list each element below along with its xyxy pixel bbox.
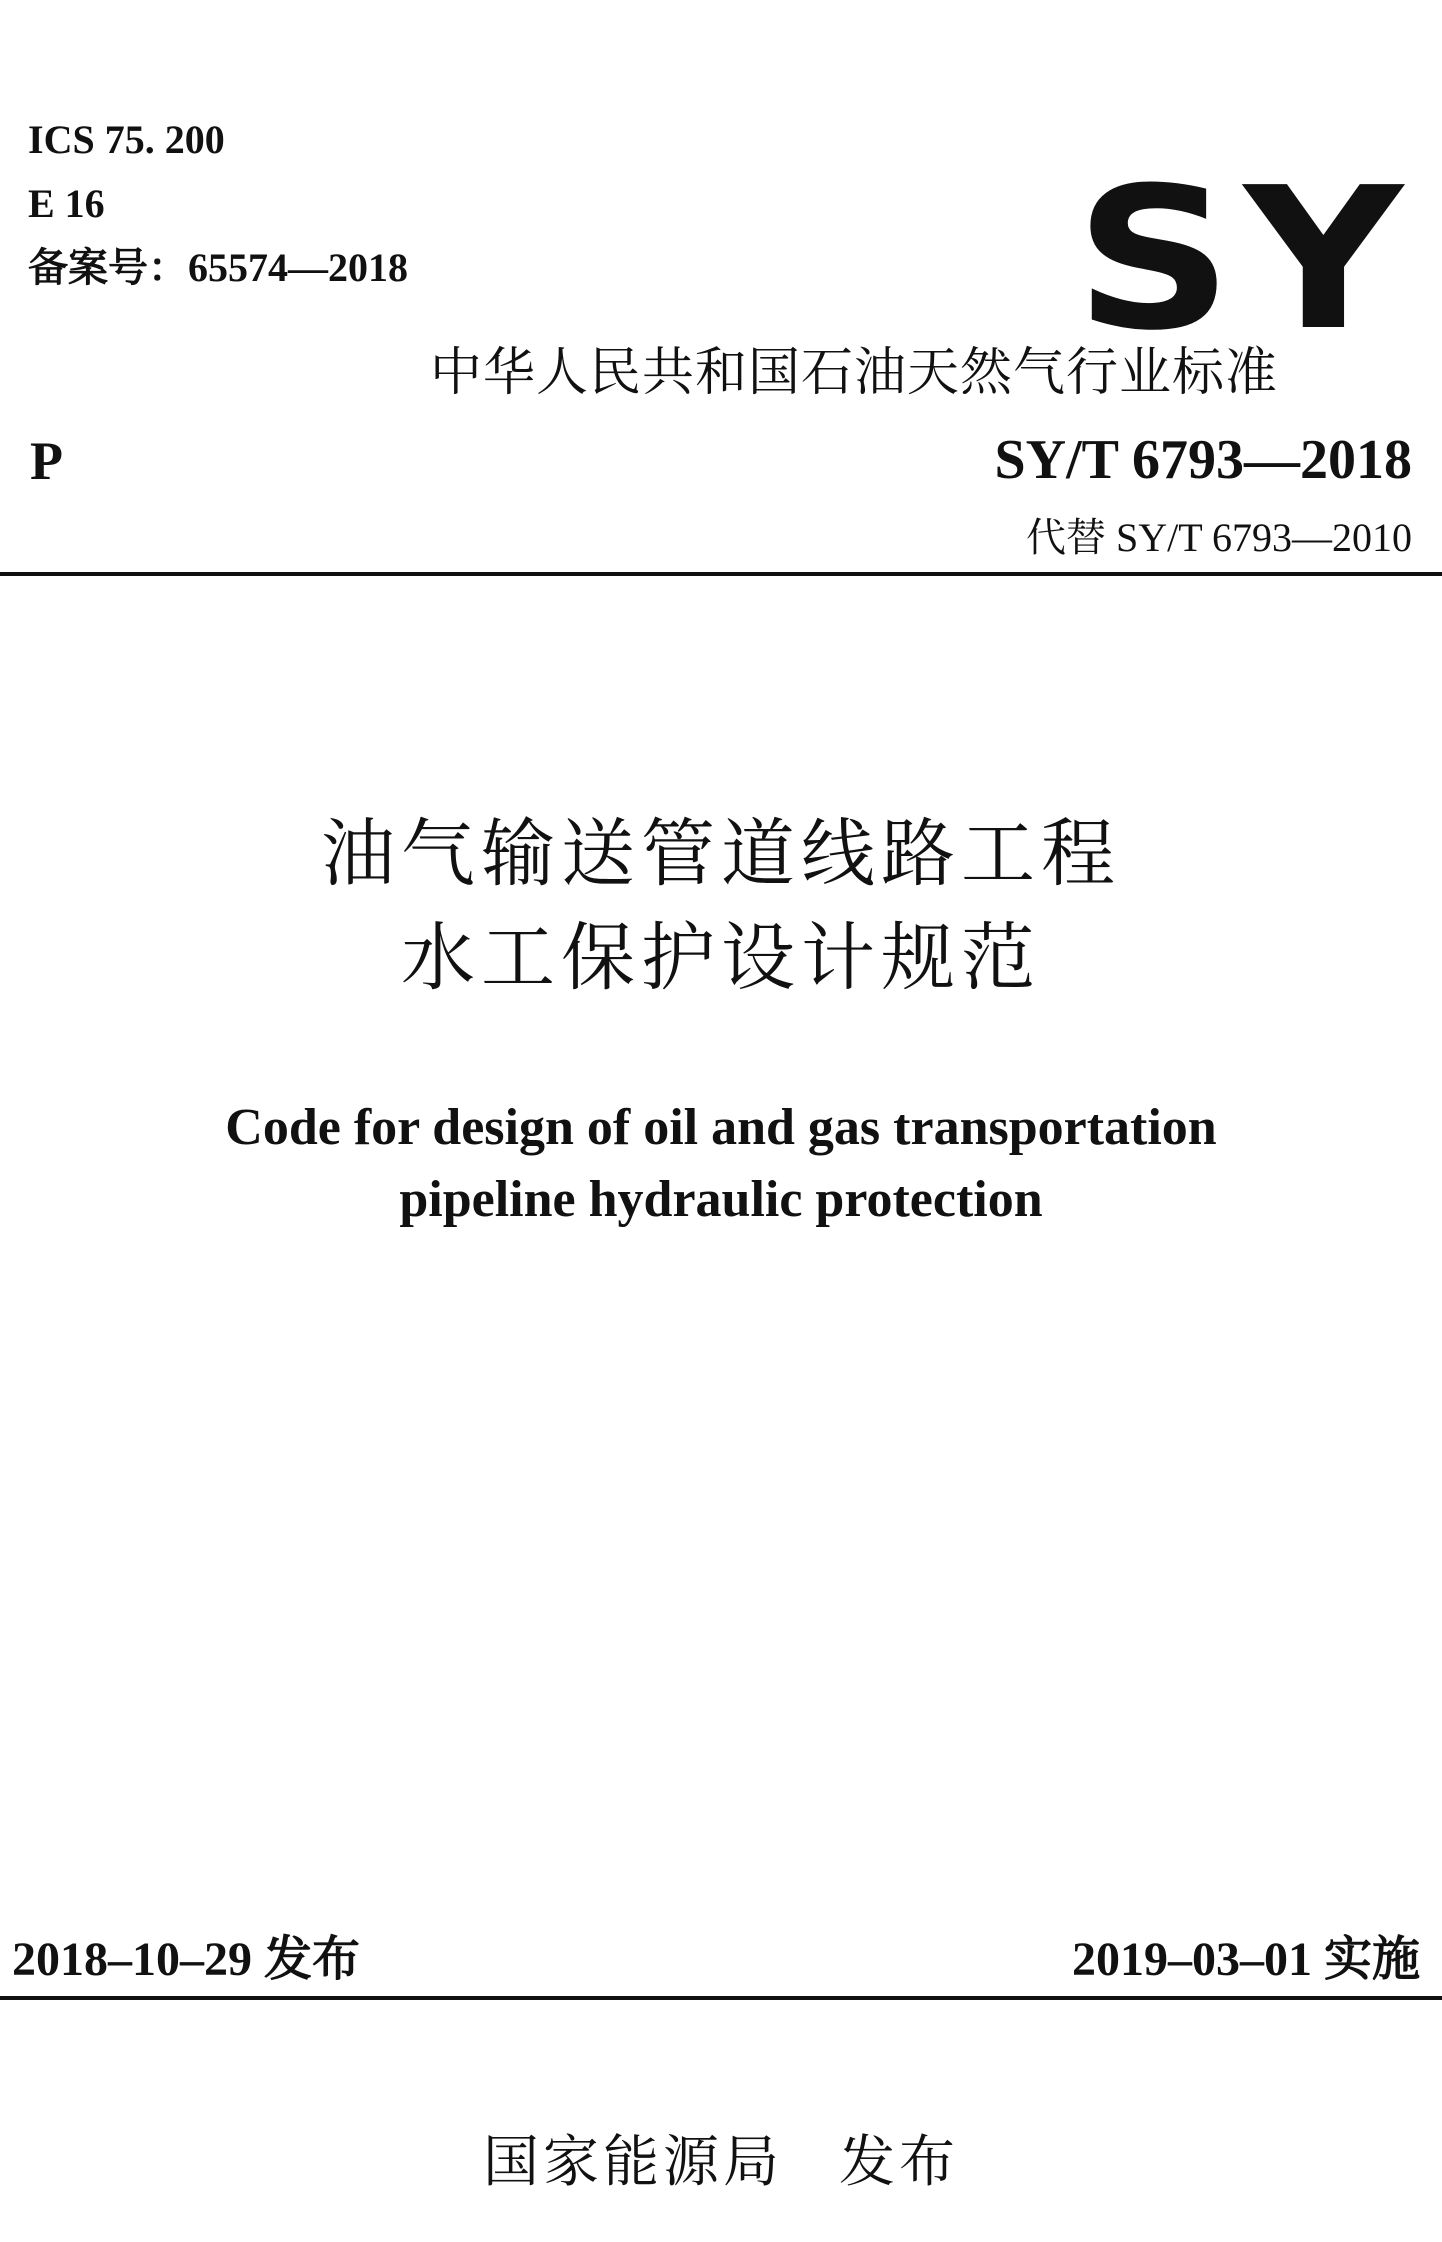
publisher-name: 国家能源局 <box>483 2130 783 2195</box>
publisher-action: 发布 <box>839 2130 959 2195</box>
effective-date: 2019–03–01 实施 <box>1071 1933 1420 1986</box>
ccs-code: E 16 <box>28 181 105 226</box>
ics-code: ICS 75. 200 <box>28 117 225 162</box>
sy-logo: SY <box>1074 146 1414 374</box>
issue-date: 2018–10–29 发布 <box>12 1933 361 1986</box>
classification-block <box>28 108 408 300</box>
english-title <box>0 1092 1442 1236</box>
chinese-title <box>0 802 1442 1010</box>
chinese-title-line-1: 油气输送管道线路工程 <box>321 811 1121 897</box>
category-letter: P <box>30 431 63 491</box>
english-title-line-2: pipeline hydraulic protection <box>399 1171 1043 1228</box>
replaces-standard: 代替 SY/T 6793—2010 <box>1026 515 1412 560</box>
filing-number: 备案号：65574—2018 <box>28 245 408 290</box>
chinese-title-line-2: 水工保护设计规范 <box>401 915 1041 1001</box>
bottom-divider <box>0 1996 1442 2000</box>
standard-number: SY/T 6793—2018 <box>994 429 1412 491</box>
english-title-line-1: Code for design of oil and gas transportation <box>225 1099 1217 1156</box>
publisher-line <box>0 2118 1442 2198</box>
top-divider <box>0 572 1442 576</box>
industry-standard-title: 中华人民共和国石油天然气行业标准 <box>430 343 1279 403</box>
